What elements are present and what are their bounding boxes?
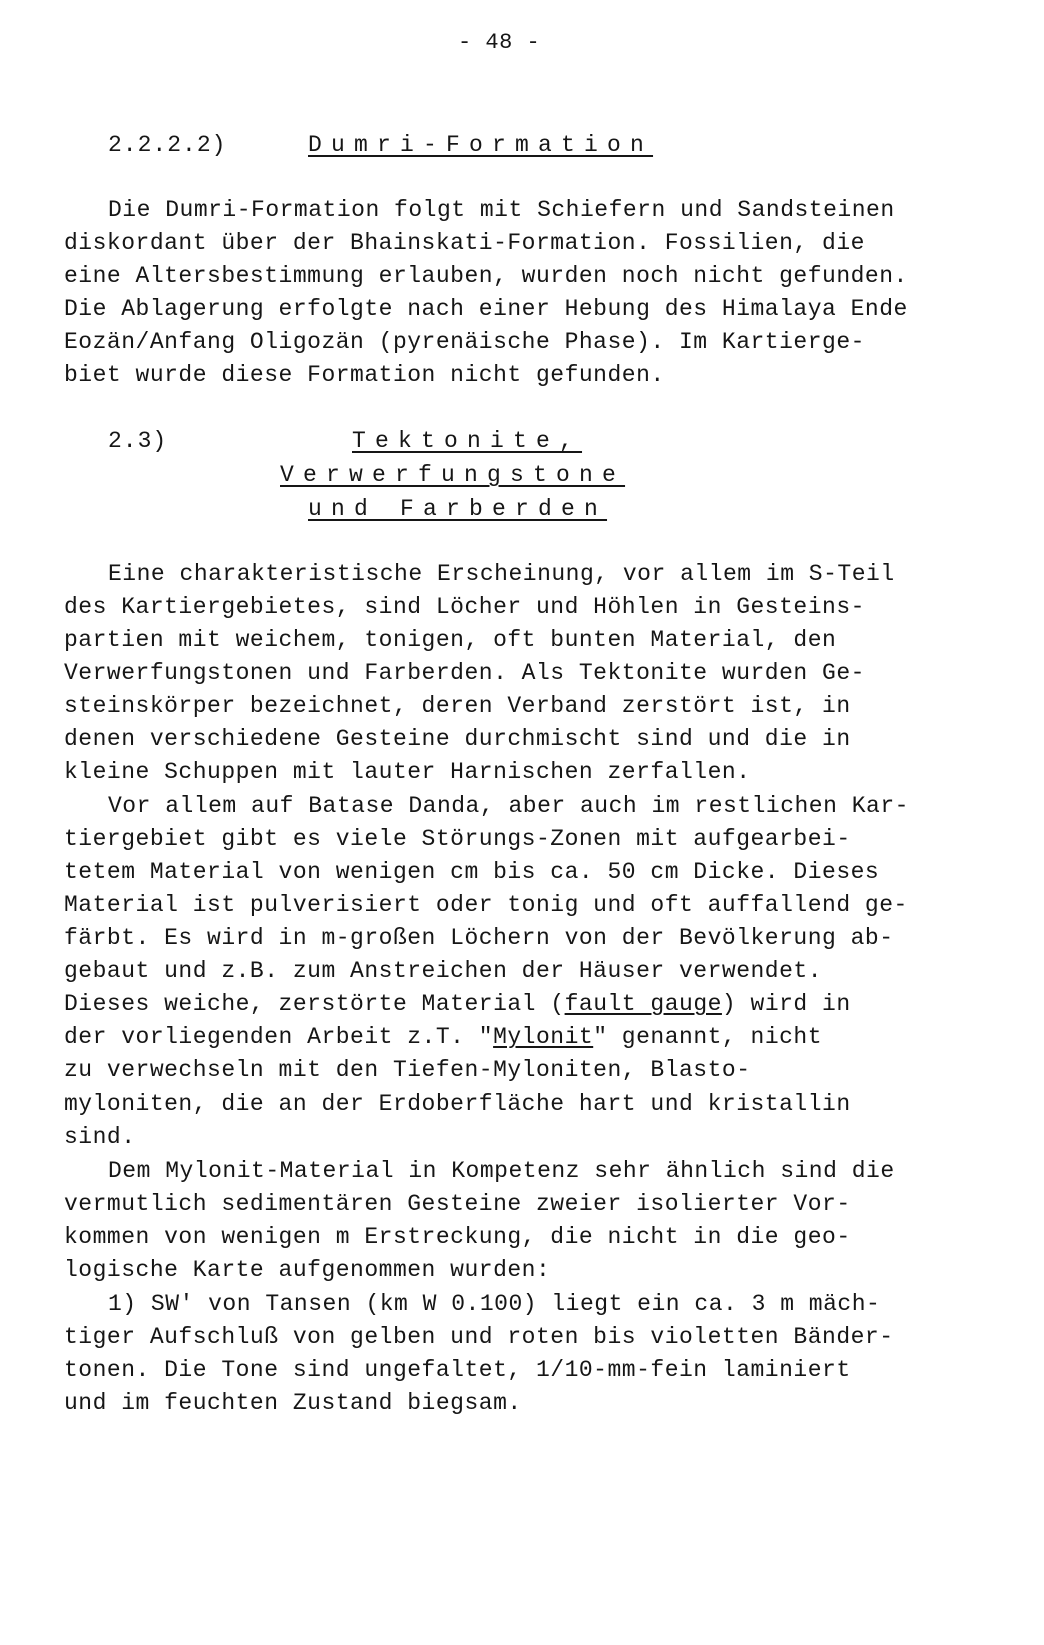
section-title-line-2: Verwerfungstone [280,462,626,488]
paragraph-line: vermutlich sedimentären Gesteine zweier isolierter Vor- [64,1191,851,1217]
list-item-line: 1) SW' von Tansen (km W 0.100) liegt ein ca. 3 m mäch- [108,1291,881,1317]
paragraph-line: kommen von wenigen m Erstreckung, die nicht in die geo- [64,1224,851,1250]
section-number-2-3: 2.3) [108,428,168,454]
paragraph-line: tiergebiet gibt es viele Störungs-Zonen mit aufgearbei- [64,826,851,852]
paragraph-line: myloniten, die an der Erdoberfläche hart und kristallin [64,1091,851,1117]
paragraph-line: Vor allem auf Batase Danda, aber auch im restlichen Kar- [108,793,909,819]
paragraph-line: Die Ablagerung erfolgte nach einer Hebung des Himalaya Ende [64,296,908,322]
paragraph-line: Dem Mylonit-Material in Kompetenz sehr ähnlich sind die [108,1158,895,1184]
paragraph-line: tiger Aufschluß von gelben und roten bis violetten Bänder- [64,1324,894,1350]
page-number: - 48 - [458,30,541,55]
text-fragment: der vorliegenden Arbeit z.T. " [64,1024,494,1050]
paragraph-line: des Kartiergebietes, sind Löcher und Höhlen in Gesteins- [64,594,865,620]
paragraph-line: eine Altersbestimmung erlauben, wurden noch nicht gefunden. [64,263,908,289]
paragraph-line: Eozän/Anfang Oligozän (pyrenäische Phase). Im Kartierge- [64,329,865,355]
paragraph-line: steinskörper bezeichnet, deren Verband zerstört ist, in [64,693,851,719]
section-title-line-1: Tektonite, [352,428,583,454]
text-fragment: Dieses weiche, zerstörte Material ( [64,991,565,1017]
paragraph-line: zu verwechseln mit den Tiefen-Myloniten, Blasto- [64,1057,751,1083]
paragraph-line: biet wurde diese Formation nicht gefunden. [64,362,665,388]
paragraph-line-mylonit [64,1020,822,1054]
paragraph-line: kleine Schuppen mit lauter Harnischen zerfallen. [64,759,751,785]
paragraph-line: denen verschiedene Gesteine durchmischt sind und die in [64,726,851,752]
paragraph-line: gebaut und z.B. zum Anstreichen der Häuser verwendet. [64,958,823,984]
paragraph-line: Material ist pulverisiert oder tonig und oft auffallend ge- [64,892,908,918]
section-number-2-2-2-2: 2.2.2.2) [108,132,227,158]
text-fragment: " genannt, nicht [593,1024,823,1050]
paragraph-line: und im feuchten Zustand biegsam. [64,1390,522,1416]
section-title-dumri-formation: Dumri-Formation [308,132,654,158]
text-fragment: ) wird in [721,991,851,1017]
section-title-line-3: und Farberden [308,496,608,522]
paragraph-line: diskordant über der Bhainskati-Formation. Fossilien, die [64,230,865,256]
paragraph-line: Eine charakteristische Erscheinung, vor allem im S-Teil [108,561,895,587]
underlined-term-mylonit: Mylonit [493,1024,594,1050]
paragraph-line: logische Karte aufgenommen wurden: [64,1257,551,1283]
paragraph-line: tonen. Die Tone sind ungefaltet, 1/10-mm-fein laminiert [64,1357,851,1383]
paragraph-line: Verwerfungstonen und Farberden. Als Tektonite wurden Ge- [64,660,865,686]
underlined-term-fault-gauge: fault gauge [564,991,722,1017]
paragraph-line: Die Dumri-Formation folgt mit Schiefern und Sandsteinen [108,197,895,223]
paragraph-line-fault-gauge [64,987,851,1021]
paragraph-line: färbt. Es wird in m-großen Löchern von der Bevölkerung ab- [64,925,894,951]
paragraph-line: tetem Material von wenigen cm bis ca. 50 cm Dicke. Dieses [64,859,880,885]
paragraph-line: partien mit weichem, tonigen, oft bunten Material, den [64,627,837,653]
paragraph-line: sind. [64,1124,136,1150]
